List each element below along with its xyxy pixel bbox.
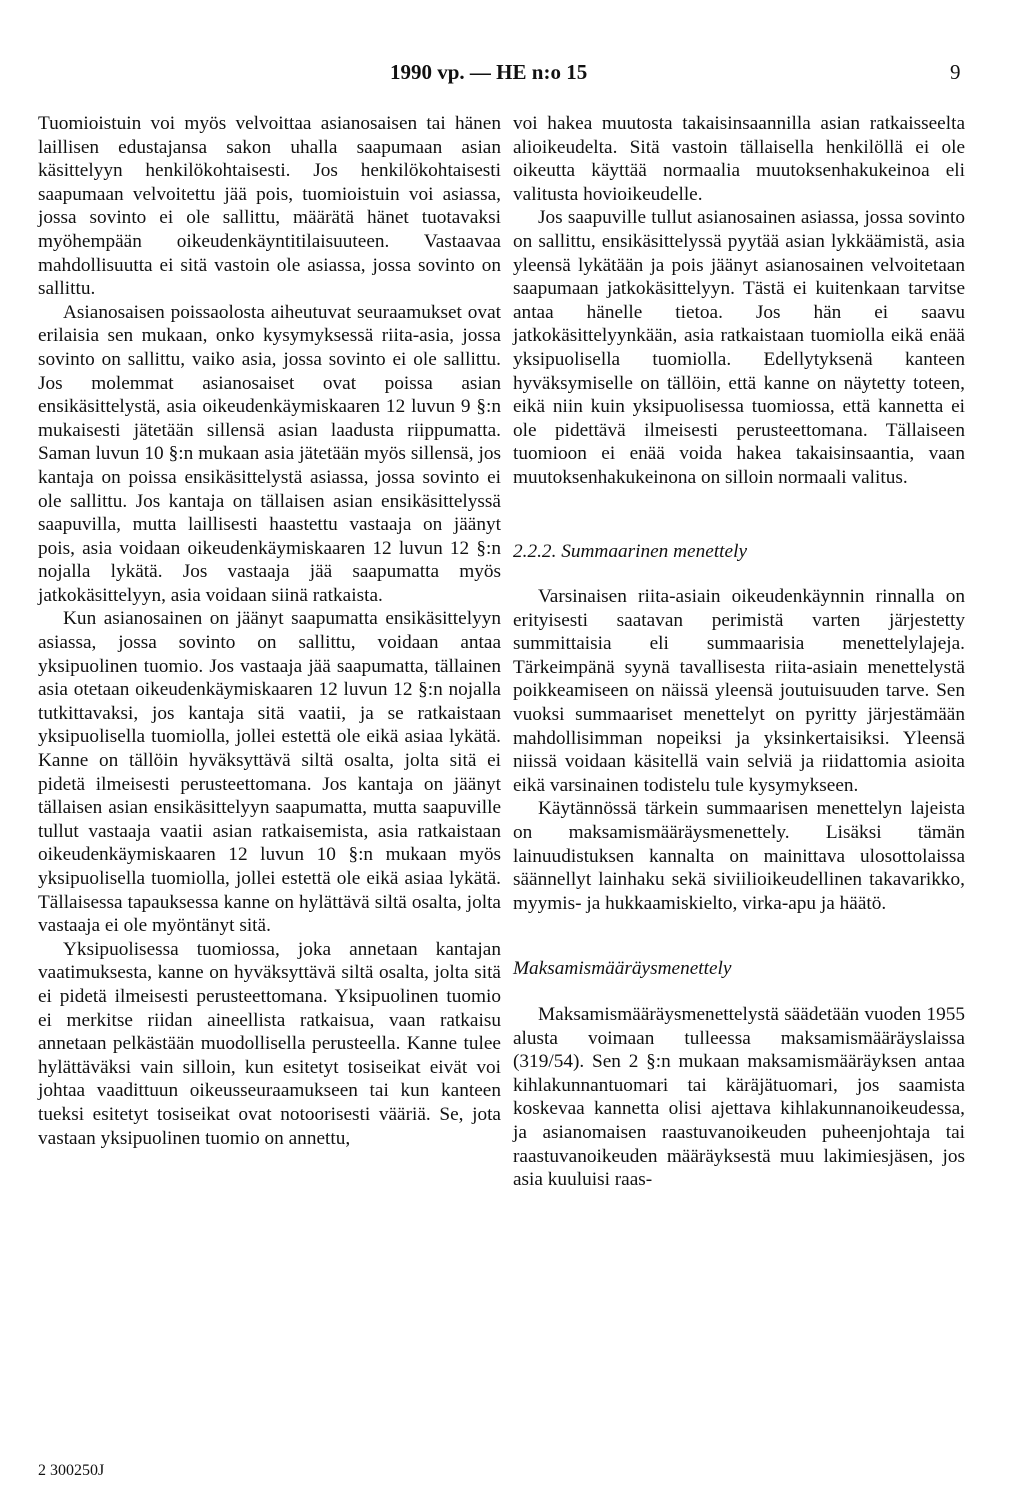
paragraph: Käytännössä tärkein summaarisen menettelyn lajeista on maksamismääräysmenettely. Lisäksi tämän lainuudistuksen kannalta on mainittava ulosottolaissa säännellyt lainhaku sekä siviilioikeudellinen takavarikko, myymis- ja hukkaamiskielto, virka-apu ja häätö. xyxy=(513,798,965,914)
header-title: 1990 vp. — HE n:o 15 xyxy=(390,60,588,84)
paragraph: voi hakea muutosta takaisinsaannilla asian ratkaisseelta alioikeudelta. Sitä vastoin tällaisella henkilöllä ei ole oikeutta käyttää normaalia muutoksenhakukeinoa eli valitusta hovioikeudelle. xyxy=(513,113,965,205)
paragraph: Asianosaisen poissaolosta aiheutuvat seuraamukset ovat erilaisia sen mukaan, onko kysymyksessä riita-asia, jossa sovinto on sallittu, vaiko asia, jossa sovinto ei ole sallittu. Jos molemmat asianosaiset ovat poissa asian ensikäsittelystä, asia oikeudenkäymiskaaren 12 luvun 9 §:n mukaisesti jätetään sillensä asian laadusta riippumatta. Saman luvun 10 §:n mukaan asia jätetään myös sillensä, jos kantaja on poissa ensikäsittelystä asiassa, jossa sovinto ei ole sallittu. Jos kantaja on tällaisen asian ensikäsittelyssä saapuvilla, mutta laillisesti haastettu vastaaja on jäänyt pois, asia voidaan oikeudenkäymiskaaren 12 luvun 12 §:n nojalla lykätä. Jos vastaaja jää saapumatta myös jatkokäsittelyyn, asia voidaan siinä ratkaista. xyxy=(38,301,501,606)
spacer xyxy=(513,981,965,1003)
paragraph: Yksipuolisessa tuomiossa, joka annetaan kantajan vaatimuksesta, kanne on hyväksyttävä siltä osalta, jolta sitä ei pidetä ilmeisesti perusteettomana. Yksipuolinen tuomio ei merkitse riidan aineellista ratkaisua, vaan ratkaisu annetaan pelkästään muodollisella perusteella. Kanne tulee hylättäväksi vain silloin, kun esitetyt tosiseikat eivät voi johtaa vaadittuun oikeusseuraamukseen tai kun kanteen tueksi esitetyt tosiseikat ovat notoorisesti vääriä. Se, jota vastaan yksipuolinen tuomio on annettu, xyxy=(38,938,501,1149)
page-number: 9 xyxy=(950,60,961,84)
paragraph: Varsinaisen riita-asiain oikeudenkäynnin rinnalla on erityisesti saatavan perimistä varten järjestetty summittaisia eli summaarisia menettelylajeja. Tärkeimpänä syynä tavallisesta riita-asiain menettelystä poikkeamiseen on näissä yleensä joutuisuuden tarve. Sen vuoksi summaariset menettelyt on pyritty järjestämään mahdollisimman nopeiksi ja yksinkertaisiksi. Yleensä niissä voidaan käsitellä vain selviä ja riidattomia asioita eikä varsinainen todistelu tule kysymykseen. xyxy=(513,586,965,796)
paragraph: Jos saapuville tullut asianosainen asiassa, jossa sovinto on sallittu, ensikäsittelyssä pyytää asian lykkäämistä, asia yleensä lykätään ja pois jäänyt asianosainen velvoitetaan saapumaan jatkokäsittelyyn. Tästä ei kuitenkaan tarvitse antaa hänelle tietoa. Jos hän ei saavu jatkokäsittelyynkään, asia ratkaistaan tuomiolla eikä enää yksipuolisella tuomiolla. Edellytyksenä kanteen hyväksymiselle on tällöin, että kanne on näytetty toteen, eikä niin kuin yksipuolisessa tuomiossa, että kannetta ei ole pidettävä ilmeisesti perusteettomana. Tällaiseen tuomioon ei enää voida hakea takaisinsaantia, vaan muutoksenhakukeinona on silloin normaali valitus. xyxy=(513,207,965,488)
spacer xyxy=(513,490,965,540)
right-column xyxy=(513,112,965,1192)
left-column xyxy=(38,112,501,1150)
subsection-heading: Maksamismääräysmenettely xyxy=(513,958,732,980)
paragraph: Kun asianosainen on jäänyt saapumatta ensikäsittelyyn asiassa, jossa sovinto on sallittu, voidaan antaa yksipuolinen tuomio. Jos vastaaja jää saapumatta, tällainen asia otetaan oikeudenkäymiskaaren 12 luvun 12 §:n nojalla tutkittavaksi, jos kantaja sitä vaatii, ja se ratkaistaan yksipuolisella tuomiolla, jollei estettä ole eikä asiaa lykätä. Kanne on tällöin hyväksyttävä siltä osalta, jolta sitä ei pidetä ilmeisesti perusteettomana. Jos kantaja on jäänyt tällaisen asian ensikäsittelyyn saapumatta, mutta saapuville tullut vastaaja vaatii asian ratkaisemista, asia ratkaistaan oikeudenkäymiskaaren 12 luvun 10 §:n mukaan myös yksipuolisella tuomiolla, jollei estettä ole eikä asiaa lykätä. Tällaisessa tapauksessa kanne on hylättävä siltä osalta, jolta vastaaja ei ole myöntänyt sitä. xyxy=(38,608,501,937)
paragraph: Tuomioistuin voi myös velvoittaa asianosaisen tai hänen laillisen edustajansa sakon uhalla saapumaan asian käsittelyyn henkilökohtaisesti. Jos henkilökohtaisesti saapumaan velvoitettu jää pois, tuomioistuin voi asiassa, jossa sovinto ei ole sallittu, määrätä hänet tuotavaksi myöhempään oikeudenkäyntitilaisuuteen. Vastaavaa mahdollisuutta ei sitä vastoin ole asiassa, jossa sovinto on sallittu. xyxy=(38,113,501,300)
spacer xyxy=(513,915,965,957)
spacer xyxy=(513,563,965,585)
paragraph: Maksamismääräysmenettelystä säädetään vuoden 1955 alusta voimaan tulleessa maksamismääräyslaissa (319/54). Sen 2 §:n mukaan maksamismääräyksen antaa kihlakunnantuomari tai käräjätuomari, jos saamista koskevaa kannetta olisi ajettava kihlakunnanoikeudessa, ja asianomaisen raastuvanoikeuden puheenjohtaja tai raastuvanoikeuden määräyksestä muu lakimiesjäsen, jos asia kuuluisi raas- xyxy=(513,1004,965,1191)
section-heading: 2.2.2. Summaarinen menettely xyxy=(513,540,748,562)
footer-code: 2 300250J xyxy=(38,1462,105,1479)
